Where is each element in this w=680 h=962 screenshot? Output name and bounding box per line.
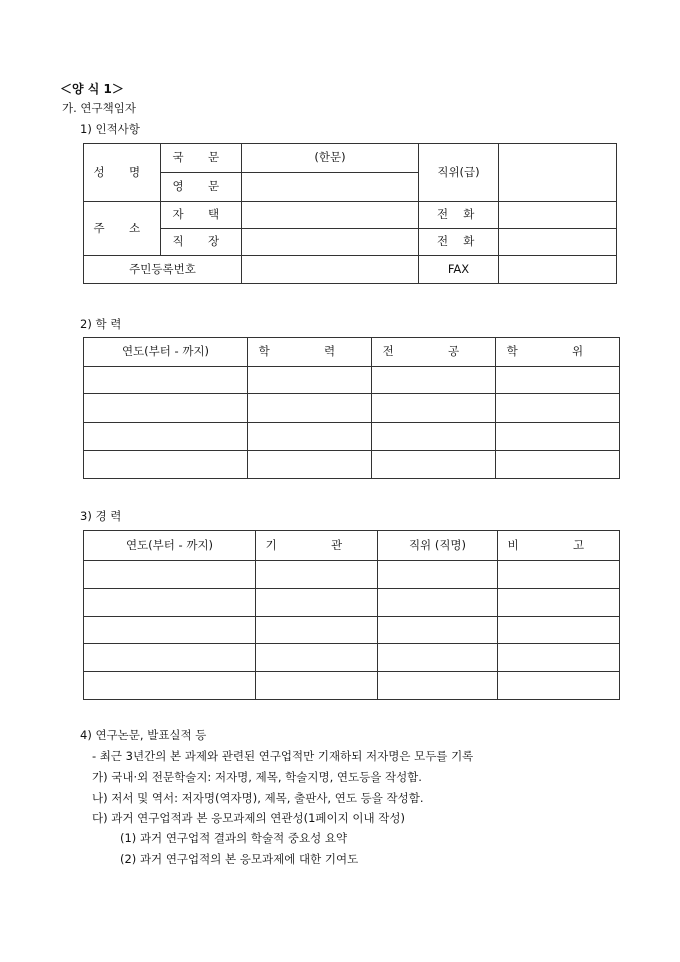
table-cell[interactable] — [248, 451, 372, 479]
education-header-year-text: 연도(부터 - 까지) — [121, 344, 210, 359]
note-line: (2) 과거 연구업적의 본 응모과제에 대한 기여도 — [120, 852, 359, 866]
table-row — [84, 367, 620, 394]
table-cell[interactable] — [256, 644, 378, 672]
table-cell[interactable] — [496, 451, 620, 479]
work-label: 직 장 — [172, 234, 230, 249]
table-cell[interactable] — [372, 423, 496, 451]
career-header-row — [84, 531, 620, 561]
korean-name-input[interactable] — [242, 144, 419, 173]
korean-label: 국 문 — [172, 150, 230, 165]
section-heading: 가. 연구책임자 — [62, 101, 136, 115]
note-line: (1) 과거 연구업적 결과의 학술적 중요성 요약 — [120, 831, 348, 845]
career-header-position — [378, 531, 498, 561]
table-row — [84, 617, 620, 644]
table-cell[interactable] — [84, 423, 248, 451]
english-name-input[interactable] — [242, 173, 419, 202]
education-header-degree-text: 학 위 — [506, 344, 609, 359]
table-cell[interactable] — [496, 367, 620, 394]
table-cell[interactable] — [378, 617, 498, 644]
hanja-hint: (한문) — [314, 150, 346, 164]
table-cell[interactable] — [498, 672, 620, 700]
table-cell[interactable] — [498, 644, 620, 672]
subsection-personal-info: 1) 인적사항 — [80, 122, 140, 136]
table-cell[interactable] — [498, 589, 620, 617]
table-cell[interactable] — [372, 394, 496, 423]
table-cell[interactable] — [256, 561, 378, 589]
phone-label-cell — [419, 229, 499, 256]
table-cell[interactable] — [498, 561, 620, 589]
table-row — [84, 589, 620, 617]
name-label-cell — [84, 144, 161, 202]
table-cell[interactable] — [372, 451, 496, 479]
home-label: 자 택 — [172, 207, 230, 222]
resident-number-input[interactable] — [242, 256, 419, 284]
work-phone-input[interactable] — [499, 229, 617, 256]
personal-info-table — [83, 143, 617, 284]
table-cell[interactable] — [84, 672, 256, 700]
subsection-publications: 4) 연구논문, 발표실적 등 — [80, 728, 207, 742]
home-phone-label: 전 화 — [436, 207, 481, 222]
work-label-cell — [161, 229, 242, 256]
korean-label-cell — [161, 144, 242, 173]
table-row — [84, 451, 620, 479]
education-header-degree-level — [248, 338, 372, 367]
table-cell[interactable] — [84, 367, 248, 394]
career-header-institution — [256, 531, 378, 561]
table-row — [84, 423, 620, 451]
subsection-career: 3) 경 력 — [80, 509, 122, 523]
table-cell[interactable] — [84, 589, 256, 617]
position-input[interactable] — [499, 144, 617, 202]
table-cell[interactable] — [256, 589, 378, 617]
note-line: - 최근 3년간의 본 과제와 관련된 연구업적만 기재하되 저자명은 모두를 기록 — [92, 749, 474, 763]
table-cell[interactable] — [256, 617, 378, 644]
career-header-position-text: 직위 (직명) — [408, 537, 467, 552]
table-cell[interactable] — [372, 367, 496, 394]
note-line: 나) 저서 및 역서: 저자명(역자명), 제목, 출판사, 연도 등을 작성함. — [92, 791, 424, 805]
note-line: 다) 과거 연구업적과 본 응모과제의 연관성(1페이지 이내 작성) — [92, 811, 405, 825]
table-row — [84, 561, 620, 589]
career-header-year-text: 연도(부터 - 까지) — [125, 537, 214, 552]
table-cell[interactable] — [248, 367, 372, 394]
career-header-institution-text: 기 관 — [265, 537, 368, 552]
education-header-year — [84, 338, 248, 367]
table-cell[interactable] — [84, 644, 256, 672]
education-header-major-text: 전 공 — [382, 344, 485, 359]
table-cell[interactable] — [496, 394, 620, 423]
table-cell[interactable] — [84, 451, 248, 479]
table-cell[interactable] — [378, 644, 498, 672]
english-label: 영 문 — [172, 179, 230, 194]
work-address-input[interactable] — [242, 229, 419, 256]
career-header-remarks — [498, 531, 620, 561]
position-label-cell — [419, 144, 499, 202]
table-row — [84, 644, 620, 672]
subsection-education: 2) 학 력 — [80, 317, 122, 331]
position-label: 직위(급) — [437, 164, 480, 179]
table-row — [84, 394, 620, 423]
form-title: ＜양 식 1＞ — [60, 82, 124, 96]
career-header-year — [84, 531, 256, 561]
career-table — [83, 530, 620, 700]
phone-label-cell — [419, 202, 499, 229]
table-cell[interactable] — [498, 617, 620, 644]
fax-label: FAX — [447, 261, 470, 276]
note-line: 가) 국내·외 전문학술지: 저자명, 제목, 학술지명, 연도등을 작성함. — [92, 770, 422, 784]
address-label: 주 소 — [93, 220, 151, 235]
education-header-major — [372, 338, 496, 367]
home-address-input[interactable] — [242, 202, 419, 229]
english-label-cell — [161, 173, 242, 202]
education-table — [83, 337, 620, 479]
career-header-remarks-text: 비 고 — [507, 537, 610, 552]
education-header-row — [84, 338, 620, 367]
education-header-degree — [496, 338, 620, 367]
table-cell[interactable] — [496, 423, 620, 451]
resident-number-label: 주민등록번호 — [129, 261, 196, 276]
fax-label-cell — [419, 256, 499, 284]
table-cell[interactable] — [248, 394, 372, 423]
table-cell[interactable] — [378, 561, 498, 589]
table-cell[interactable] — [84, 561, 256, 589]
fax-input[interactable] — [499, 256, 617, 284]
table-cell[interactable] — [378, 589, 498, 617]
home-phone-input[interactable] — [499, 202, 617, 229]
table-cell[interactable] — [84, 617, 256, 644]
work-phone-label: 전 화 — [436, 234, 481, 249]
name-label: 성 명 — [93, 164, 151, 179]
education-header-degree-level-text: 학 력 — [258, 344, 361, 359]
home-label-cell — [161, 202, 242, 229]
table-cell[interactable] — [248, 423, 372, 451]
resident-label-cell — [84, 256, 242, 284]
address-label-cell — [84, 202, 161, 256]
table-cell[interactable] — [378, 672, 498, 700]
table-row — [84, 672, 620, 700]
table-cell[interactable] — [84, 394, 248, 423]
table-cell[interactable] — [256, 672, 378, 700]
